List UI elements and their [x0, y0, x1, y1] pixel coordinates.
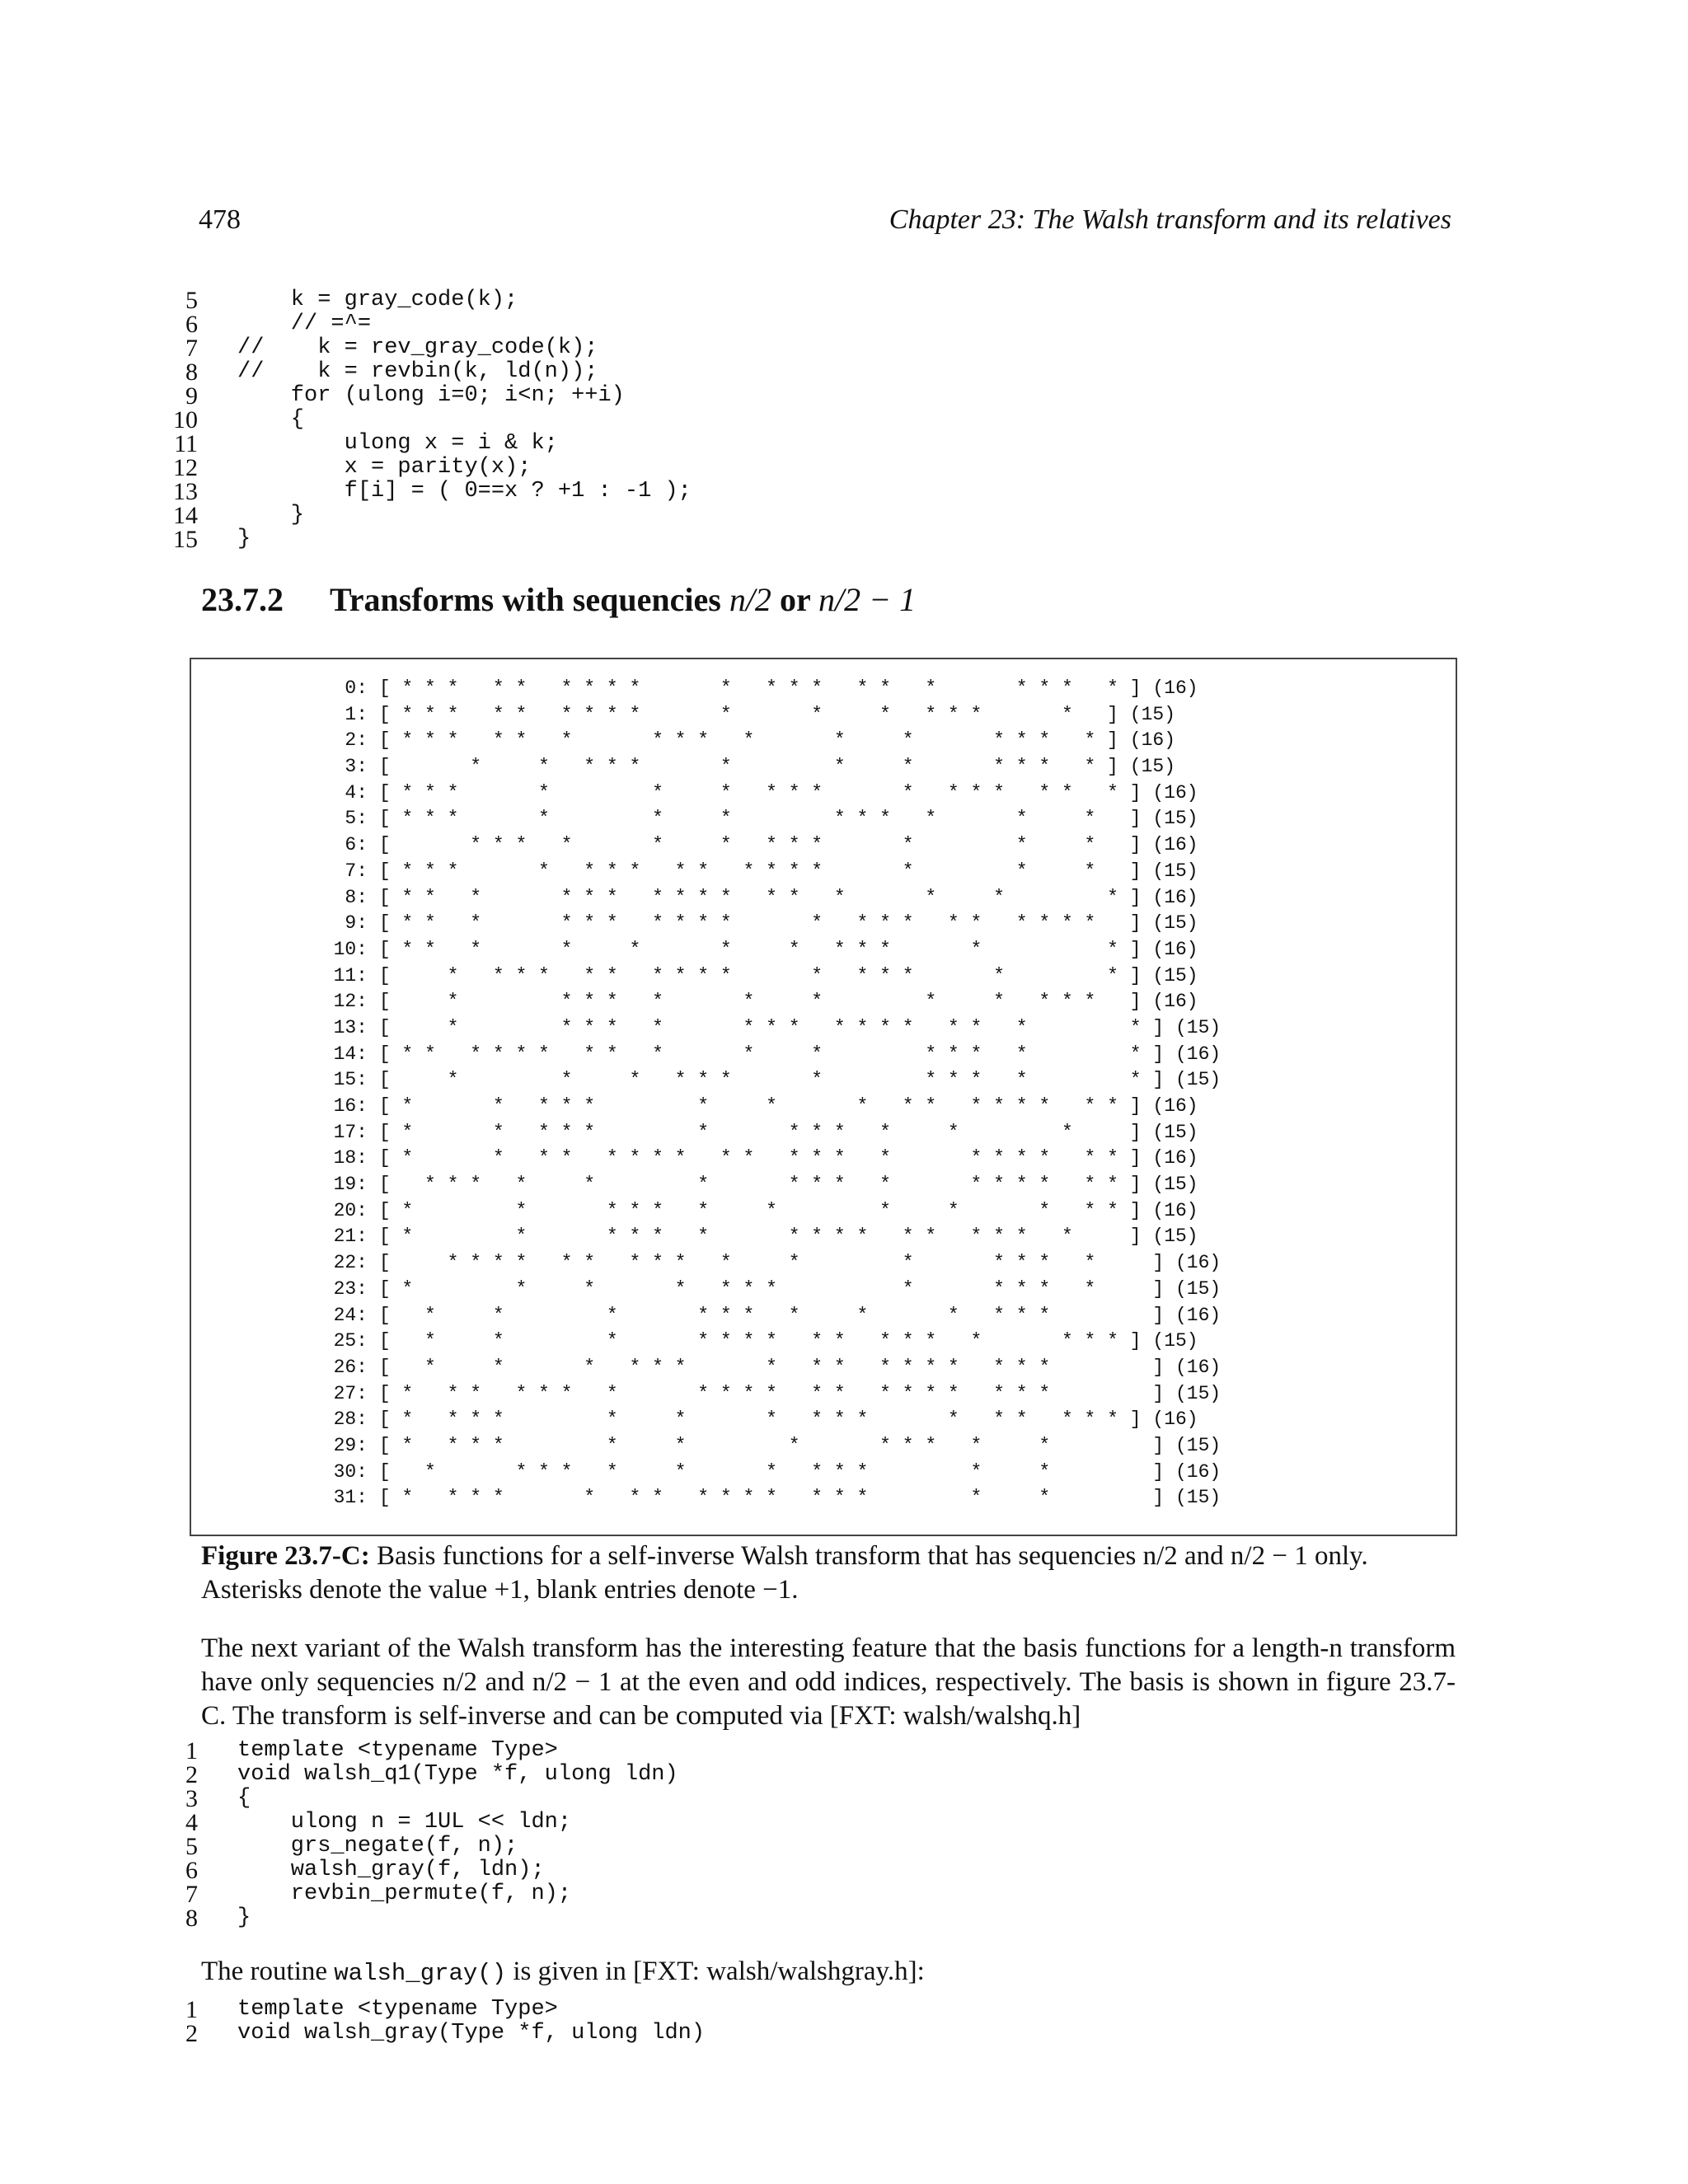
row-pattern: [ * * * * * * * * * * * * * * * * * * * * ]	[378, 677, 1142, 699]
row-index: 17:	[333, 1121, 368, 1143]
row-sequency: (15)	[1129, 756, 1175, 778]
basis-row	[313, 832, 1221, 859]
row-index: 31:	[333, 1487, 368, 1509]
code-line	[165, 1906, 907, 1930]
row-sequency: (16)	[1175, 1356, 1221, 1378]
section-math-2: n/2 − 1	[818, 581, 917, 618]
line-number: 6	[185, 1857, 198, 1884]
row-pattern: [ * * * * * * * * * * * * * * * * ]	[378, 1043, 1165, 1065]
line-number: 5	[185, 287, 198, 314]
line-number: 2	[185, 1761, 198, 1788]
row-sequency: (16)	[1152, 1095, 1198, 1117]
row-sequency: (15)	[1175, 1487, 1221, 1509]
row-pattern: [ * * * * * * * * * * * * * * * * ]	[378, 703, 1118, 725]
code-line	[165, 360, 907, 384]
figure-caption	[201, 1540, 1456, 1607]
row-pattern: [ * * * * * * * * * * * * * * * * ]	[378, 1174, 1142, 1196]
code-text: walsh_gray(f, ldn);	[237, 1858, 545, 1882]
basis-row	[313, 1198, 1221, 1225]
code-text: revbin_permute(f, n);	[237, 1882, 572, 1906]
basis-row	[313, 1277, 1221, 1303]
row-index: 23:	[333, 1277, 368, 1300]
row-index: 25:	[333, 1330, 368, 1352]
row-index: 24:	[333, 1304, 368, 1326]
code-line	[165, 1811, 907, 1835]
code-line	[165, 336, 907, 360]
row-index: 20:	[333, 1199, 368, 1221]
basis-row	[313, 1042, 1221, 1068]
code-line	[165, 456, 907, 480]
basis-row	[313, 1407, 1221, 1433]
row-sequency: (16)	[1175, 1043, 1221, 1065]
code-text: x = parity(x);	[237, 455, 532, 480]
row-index: 28:	[333, 1408, 368, 1431]
row-pattern: [ * * * * * * * * * * * * ]	[378, 808, 1142, 830]
row-index: 12:	[333, 991, 368, 1013]
row-pattern: [ * * * * * * * * * * * * ]	[378, 1304, 1165, 1326]
row-pattern: [ * * * * * * * * * * * * * * * * ]	[378, 964, 1142, 987]
row-index: 9:	[345, 912, 368, 935]
line-number: 14	[173, 502, 198, 529]
basis-row	[313, 1120, 1221, 1146]
code-line	[165, 1787, 907, 1811]
code-line	[165, 504, 907, 527]
row-sequency: (16)	[1152, 886, 1198, 908]
basis-row	[313, 911, 1221, 937]
row-sequency: (16)	[1175, 1304, 1221, 1326]
basis-row	[313, 1460, 1221, 1486]
code-text: // k = rev_gray_code(k);	[237, 335, 598, 360]
row-index: 2:	[345, 729, 368, 752]
row-index: 3:	[345, 756, 368, 778]
basis-row	[313, 728, 1221, 754]
row-sequency: (15)	[1152, 1226, 1198, 1248]
code-text: f[i] = ( 0==x ? +1 : -1 );	[237, 479, 692, 504]
code-text: }	[237, 503, 305, 527]
row-sequency: (16)	[1152, 1147, 1198, 1169]
basis-row	[313, 780, 1221, 807]
row-index: 22:	[333, 1252, 368, 1274]
code-line	[165, 1998, 907, 2022]
row-index: 19:	[333, 1174, 368, 1196]
code-line	[165, 288, 907, 312]
row-sequency: (16)	[1152, 677, 1198, 699]
row-sequency: (15)	[1175, 1069, 1221, 1091]
page-number: 478	[199, 204, 241, 235]
basis-row	[313, 1355, 1221, 1381]
row-pattern: [ * * * * * * * * * * * * ]	[378, 1121, 1142, 1143]
line-number: 3	[185, 1785, 198, 1812]
row-pattern: [ * * * * * * * * * * * * * * * * ]	[378, 1226, 1142, 1248]
row-pattern: [ * * * * * * * * * * * * ]	[378, 1199, 1142, 1221]
routine-intro-pre: The routine	[201, 1957, 335, 1986]
row-pattern: [ * * * * * * * * * * * * * * * * ]	[378, 1252, 1165, 1274]
row-pattern: [ * * * * * * * * * * * * ]	[378, 1277, 1165, 1300]
line-number: 6	[185, 311, 198, 338]
row-pattern: [ * * * * * * * * * * * * ]	[378, 756, 1118, 778]
section-math-1: n/2	[729, 581, 771, 618]
row-index: 6:	[345, 834, 368, 856]
row-sequency: (16)	[1152, 991, 1198, 1013]
routine-code-name: walsh_gray()	[334, 1960, 507, 1987]
line-number: 1	[185, 1737, 198, 1765]
row-pattern: [ * * * * * * * * * * * * * * * * ]	[378, 1356, 1165, 1378]
row-pattern: [ * * * * * * * * * * * * * * * * * * * * ]	[378, 1147, 1142, 1169]
code-line	[165, 1858, 907, 1882]
code-text: {	[237, 407, 305, 432]
row-sequency: (15)	[1175, 1277, 1221, 1300]
code-line	[165, 2022, 907, 2046]
line-number: 7	[185, 335, 198, 362]
basis-row	[313, 1067, 1221, 1094]
row-index: 26:	[333, 1356, 368, 1378]
code-line	[165, 527, 907, 551]
code-line	[165, 1882, 907, 1906]
row-sequency: (15)	[1152, 912, 1198, 935]
basis-row	[313, 1250, 1221, 1277]
line-number: 12	[173, 454, 198, 481]
code-text: // k = revbin(k, ld(n));	[237, 359, 598, 384]
line-number: 11	[174, 430, 198, 457]
row-sequency: (15)	[1175, 1434, 1221, 1456]
row-index: 5:	[345, 808, 368, 830]
basis-row	[313, 754, 1221, 780]
row-pattern: [ * * * * * * * * * * * * * * * * ]	[378, 1330, 1142, 1352]
basis-row	[313, 989, 1221, 1015]
routine-intro	[201, 1955, 925, 1990]
section-title-part: Transforms with sequencies	[330, 581, 729, 618]
line-number: 8	[185, 359, 198, 386]
section-title-or: or	[771, 581, 818, 618]
row-pattern: [ * * * * * * * * * * * * * * * * ]	[378, 1487, 1165, 1509]
row-index: 10:	[333, 938, 368, 960]
row-pattern: [ * * * * * * * * * * * * * * * * ]	[378, 729, 1118, 752]
line-number: 10	[173, 406, 198, 434]
line-number: 5	[185, 1833, 198, 1860]
row-sequency: (15)	[1129, 703, 1175, 725]
line-number: 2	[185, 2020, 198, 2047]
row-pattern: [ * * * * * * * * * * * * ]	[378, 834, 1142, 856]
basis-row	[313, 1224, 1221, 1250]
row-index: 18:	[333, 1147, 368, 1169]
row-index: 14:	[333, 1043, 368, 1065]
routine-intro-post: is given in [FXT: walsh/walshgray.h]:	[506, 1957, 925, 1986]
row-pattern: [ * * * * * * * * * * * * * * * * ]	[378, 1016, 1165, 1038]
row-sequency: (16)	[1152, 1408, 1198, 1431]
line-number: 4	[185, 1809, 198, 1836]
basis-row	[313, 1094, 1221, 1120]
row-sequency: (15)	[1152, 1174, 1198, 1196]
row-sequency: (15)	[1152, 808, 1198, 830]
line-number: 1	[185, 1996, 198, 2023]
basis-row	[313, 885, 1221, 912]
code-line	[165, 1739, 907, 1763]
row-pattern: [ * * * * * * * * * * * * * * * * ]	[378, 1095, 1142, 1117]
basis-row	[313, 859, 1221, 885]
code-line	[165, 312, 907, 336]
basis-row	[313, 937, 1221, 963]
row-sequency: (15)	[1152, 1330, 1198, 1352]
basis-row	[313, 702, 1221, 729]
basis-row	[313, 1172, 1221, 1198]
row-sequency: (15)	[1152, 964, 1198, 987]
code-text: {	[237, 1786, 251, 1811]
code-text: template <typename Type>	[237, 1997, 558, 2022]
row-index: 29:	[333, 1434, 368, 1456]
section-heading	[201, 580, 916, 619]
figure-caption-text: Basis functions for a self-inverse Walsh transform that has sequencies n/2 and n/2 − 1 only. Asterisks denote the value +1, blank entries denote −1.	[201, 1541, 1368, 1605]
basis-row	[313, 1381, 1221, 1408]
row-pattern: [ * * * * * * * * * * * * * * * * ]	[378, 781, 1142, 804]
line-number: 15	[173, 526, 198, 553]
row-index: 8:	[345, 886, 368, 908]
code-text: ulong x = i & k;	[237, 431, 558, 456]
row-sequency: (16)	[1152, 938, 1198, 960]
code-text: void walsh_gray(Type *f, ulong ldn)	[237, 2021, 706, 2046]
row-index: 30:	[333, 1460, 368, 1483]
row-index: 13:	[333, 1016, 368, 1038]
row-sequency: (16)	[1152, 781, 1198, 804]
code-text: // =^=	[237, 312, 372, 336]
code-text: }	[237, 1905, 251, 1930]
row-index: 11:	[333, 964, 368, 987]
line-number: 13	[173, 478, 198, 505]
row-sequency: (15)	[1152, 1121, 1198, 1143]
row-index: 15:	[333, 1069, 368, 1091]
basis-row	[313, 1485, 1221, 1511]
row-sequency: (16)	[1152, 1199, 1198, 1221]
row-index: 4:	[345, 781, 368, 804]
row-sequency: (15)	[1152, 860, 1198, 882]
code-text: for (ulong i=0; i<n; ++i)	[237, 383, 625, 408]
basis-row	[313, 676, 1221, 702]
code-text: void walsh_q1(Type *f, ulong ldn)	[237, 1762, 678, 1787]
code-text: }	[237, 527, 251, 551]
code-text: template <typename Type>	[237, 1738, 558, 1763]
figure-box	[190, 658, 1457, 1536]
code-text: ulong n = 1UL << ldn;	[237, 1810, 572, 1835]
row-index: 27:	[333, 1382, 368, 1404]
row-sequency: (16)	[1152, 834, 1198, 856]
basis-row	[313, 963, 1221, 990]
code-listing-walsh-q1	[165, 1739, 907, 1930]
row-index: 16:	[333, 1095, 368, 1117]
row-pattern: [ * * * * * * * * * * * * * * * * * * * * ]	[378, 912, 1142, 935]
basis-row	[313, 806, 1221, 832]
row-pattern: [ * * * * * * * * * * * * * * * * ]	[378, 860, 1142, 882]
figure-caption-label: Figure 23.7-C:	[201, 1541, 370, 1571]
basis-row	[313, 1146, 1221, 1172]
running-head: Chapter 23: The Walsh transform and its relatives	[889, 204, 1451, 235]
code-line	[165, 1763, 907, 1787]
code-text: grs_negate(f, n);	[237, 1834, 518, 1858]
code-line	[165, 432, 907, 456]
row-index: 1:	[345, 703, 368, 725]
row-pattern: [ * * * * * * * * * * * * ]	[378, 1434, 1165, 1456]
row-index: 0:	[345, 677, 368, 699]
basis-row	[313, 1329, 1221, 1355]
code-listing-walsh-gray	[165, 1998, 907, 2046]
code-line	[165, 408, 907, 432]
row-sequency: (16)	[1129, 729, 1175, 752]
body-paragraph: The next variant of the Walsh transform has the interesting feature that the basis functions for a length-n transform have only sequencies n/2 and n/2 − 1 at the even and odd indices, respectively. The basis is shown in figure 23.7-C. The transform is self-inverse and can be computed via [FXT: walsh/walshq.h]	[201, 1633, 1456, 1731]
basis-row	[313, 1433, 1221, 1460]
row-sequency: (15)	[1175, 1382, 1221, 1404]
line-number: 9	[185, 382, 198, 410]
row-sequency: (16)	[1175, 1252, 1221, 1274]
code-listing-top	[165, 288, 907, 551]
code-line	[165, 1835, 907, 1858]
code-line	[165, 480, 907, 504]
code-text: k = gray_code(k);	[237, 288, 518, 312]
basis-row	[313, 1303, 1221, 1329]
line-number: 8	[185, 1905, 198, 1932]
row-pattern: [ * * * * * * * * * * * * * * * * ]	[378, 1408, 1142, 1431]
row-index: 7:	[345, 860, 368, 882]
row-pattern: [ * * * * * * * * * * * * ]	[378, 991, 1142, 1013]
row-index: 21:	[333, 1226, 368, 1248]
basis-function-table	[313, 676, 1221, 1511]
basis-row	[313, 1015, 1221, 1042]
row-pattern: [ * * * * * * * * * * * * * * * * * * * * ]	[378, 1382, 1165, 1404]
row-pattern: [ * * * * * * * * * * * * ]	[378, 1460, 1165, 1483]
row-pattern: [ * * * * * * * * * * * * * * * * ]	[378, 886, 1142, 908]
line-number: 7	[185, 1881, 198, 1908]
row-sequency: (16)	[1175, 1460, 1221, 1483]
section-number: 23.7.2	[201, 581, 284, 618]
code-line	[165, 384, 907, 408]
row-pattern: [ * * * * * * * * * * * * ]	[378, 1069, 1165, 1091]
row-pattern: [ * * * * * * * * * * * * ]	[378, 938, 1142, 960]
row-sequency: (15)	[1175, 1016, 1221, 1038]
